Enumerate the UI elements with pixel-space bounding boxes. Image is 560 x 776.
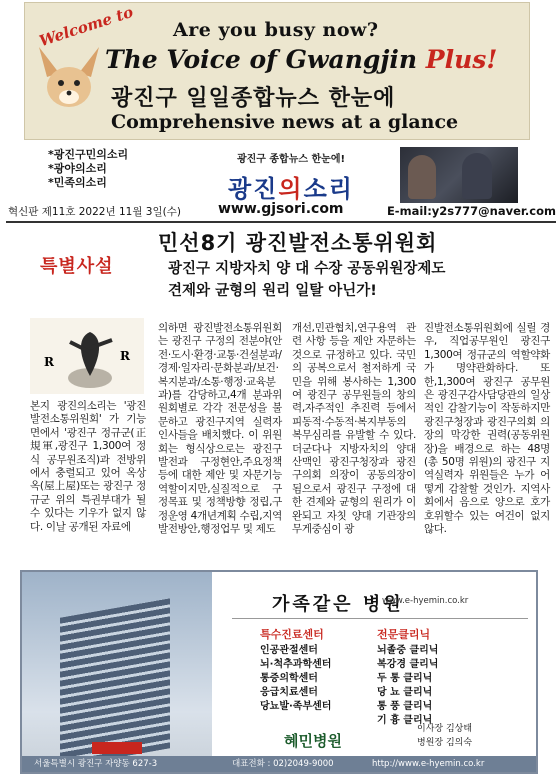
hospital-logo: 혜민병원: [284, 732, 342, 750]
svg-text:R: R: [44, 355, 54, 369]
voice-title-plus: Plus!: [425, 45, 498, 74]
newspaper-logo: [186, 148, 396, 204]
ad-url[interactable]: www.e-hyemin.co.kr: [382, 596, 469, 606]
logo-name: [186, 169, 396, 204]
email-address[interactable]: E-mail:y2s777@naver.com: [386, 204, 556, 218]
header-banner: [24, 2, 530, 140]
logo-tagline: 광진구 종합뉴스 한눈에!: [236, 154, 346, 165]
svg-text:R: R: [120, 349, 130, 363]
logo-name-part: 소리: [303, 175, 354, 203]
special-center-heading: 특수진료센터: [260, 628, 324, 641]
building-sign: [92, 742, 142, 754]
article-column: [30, 400, 146, 534]
hospital-address: 서울특별시 광진구 자양동 627-3: [34, 759, 158, 769]
list-item: 뇌졸중 클리닉: [377, 645, 439, 656]
article-text: 의하면 광진발전소통위원회는 광진구 구정의 전분야(안전·도시·환경·교통·건설분과/경제·일자리·문화분과/보건·복지분과/소통·행정·교육분과)를 감당하고,4개 분과위원회별로 각각 전문성을 불문하고 광진구지역 실력자 인사들을 배치했다. 이 위원회는 형식상으로는 광진구발전과 구정현안,주요정책 등에 대한 제안 및 자문기능 역할이지만,실질적으로 구정목표 및 정책방향 정립,구정운영 4개년계획 수립,지역발전방안,행정업무 및 제도: [158, 322, 282, 536]
issue-info-row: [8, 201, 556, 220]
subheadline-line: 견제와 균형의 원리 일탈 아닌가!: [168, 283, 377, 299]
article-column: [292, 322, 416, 537]
english-tagline: Comprehensive news at a glance: [111, 111, 459, 133]
list-item: 통 풍 클리닉: [377, 701, 433, 712]
list-item: 복강경 클리닉: [377, 659, 439, 670]
hospital-website[interactable]: http://www.e-hyemin.co.kr: [372, 759, 485, 769]
person-figure: [462, 153, 492, 199]
list-item: 당 뇨 클리닉: [377, 687, 433, 698]
illustration-image: [30, 318, 144, 394]
logo-name-part: 광진: [228, 175, 279, 203]
headline: 민선8기 광진발전소통위원회: [158, 231, 438, 255]
subheadline: [168, 258, 548, 302]
voice-title: [105, 45, 497, 74]
section-label: 특별사설: [40, 256, 114, 277]
subheadline-line: 광진구 지방자치 양 대 수장 공동위원장제도: [168, 261, 446, 277]
fox-mascot-icon: [33, 43, 105, 117]
list-item: 당뇨발·족부센터: [260, 701, 332, 712]
divider: [232, 618, 528, 619]
list-item: 뇌·척추과학센터: [260, 659, 332, 670]
hospital-advertisement[interactable]: [20, 570, 538, 774]
hospital-staff: [417, 722, 472, 750]
clinic-list: [377, 644, 438, 728]
person-figure: [408, 155, 436, 199]
logo-name-part: 의: [278, 175, 304, 203]
divider: [6, 221, 556, 223]
chairman-name: 이사장 김상태: [417, 724, 473, 734]
list-item: 인공관절센터: [260, 645, 318, 656]
list-item: 통증의학센터: [260, 673, 318, 684]
anchor-photo: [400, 147, 518, 203]
article-column: [424, 322, 550, 537]
publication-item: *광야의소리: [48, 162, 107, 175]
korean-tagline: 광진구 일일종합뉴스 한눈에: [111, 86, 396, 111]
article-text: 본지 광진의소리는 '광진발전소통위원회' 가 기능면에서 '광진구 정규군(正規軍,광진구 1,300여 정식 공무원조직)과 전방위에서 충렬되고 있어 옥상옥(屋上屋)또는 광진구 정규군 위의 특권부대가 될 수 있다는 기우가 없지 않다. 이날 공개된 자료에: [30, 400, 146, 533]
list-item: 응급치료센터: [260, 687, 318, 698]
ad-footer: [22, 756, 536, 772]
publication-item: *민족의소리: [48, 176, 107, 189]
special-center-list: [260, 644, 331, 714]
list-item: 두 통 클리닉: [377, 673, 433, 684]
article-column: [158, 322, 282, 537]
website-link[interactable]: www.gjsori.com: [218, 201, 344, 217]
voice-title-main: The Voice of Gwangjin: [105, 45, 426, 74]
publication-item: *광진구민의소리: [48, 148, 129, 161]
director-name: 병원장 김의숙: [417, 738, 473, 748]
article-text: 진발전소통위원회에 실릴 경우, 직업공무원인 광진구 1,300여 정규군의 역할약화가 명약관화하다. 또한,1,300여 광진구 공무원은 광진구감사담당관의 일상적인 감찰기능이 작동하지만 광진구청장과 광진구의회 의장의 막강한 권력(공동위원장)을 배경으로 하는 48명(총 50명 위원)의 광진구 지역실력자 위원들은 누가 어떻게 감찰할 것인가. 지역사회에서 음으로 양으로 호가호위할수 있는 여건이 없지 않다.: [424, 322, 550, 536]
hospital-building-image: [22, 572, 212, 772]
ad-title: 가족같은 병원: [272, 594, 404, 615]
welcome-text: Welcome to: [37, 2, 136, 51]
list-item: 기 흉 클리닉: [377, 715, 433, 726]
issue-date: 혁신판 제11호 2022년 11월 3일(수): [8, 206, 181, 218]
publication-list: [48, 148, 128, 190]
clinic-heading: 전문클리닉: [377, 628, 431, 641]
article-text: 개선,민관협치,연구용역 관련 사항 등을 제안 자문하는 것으로 규정하고 있다. 국민의 공복으로서 철저하게 국민을 위해 봉사하는 1,300여 광진구 공무원들의 창의력,자주적인 추진력 등에서 피동적·수동적·복지부동의 복무심리를 유발할 수 있다. 더군다나 지방자치의 양대 산맥인 광진구청장과 광진구의회 의장이 공동의장이 됨으로서 광진구 구정에 대한 견제와 균형의 원리가 이완되고 자칫 양대 기관장의 무게중심이 광: [292, 322, 416, 536]
hospital-phone: 대표전화 : 02)2049-9000: [232, 759, 334, 769]
busy-question: Are you busy now?: [173, 19, 379, 41]
